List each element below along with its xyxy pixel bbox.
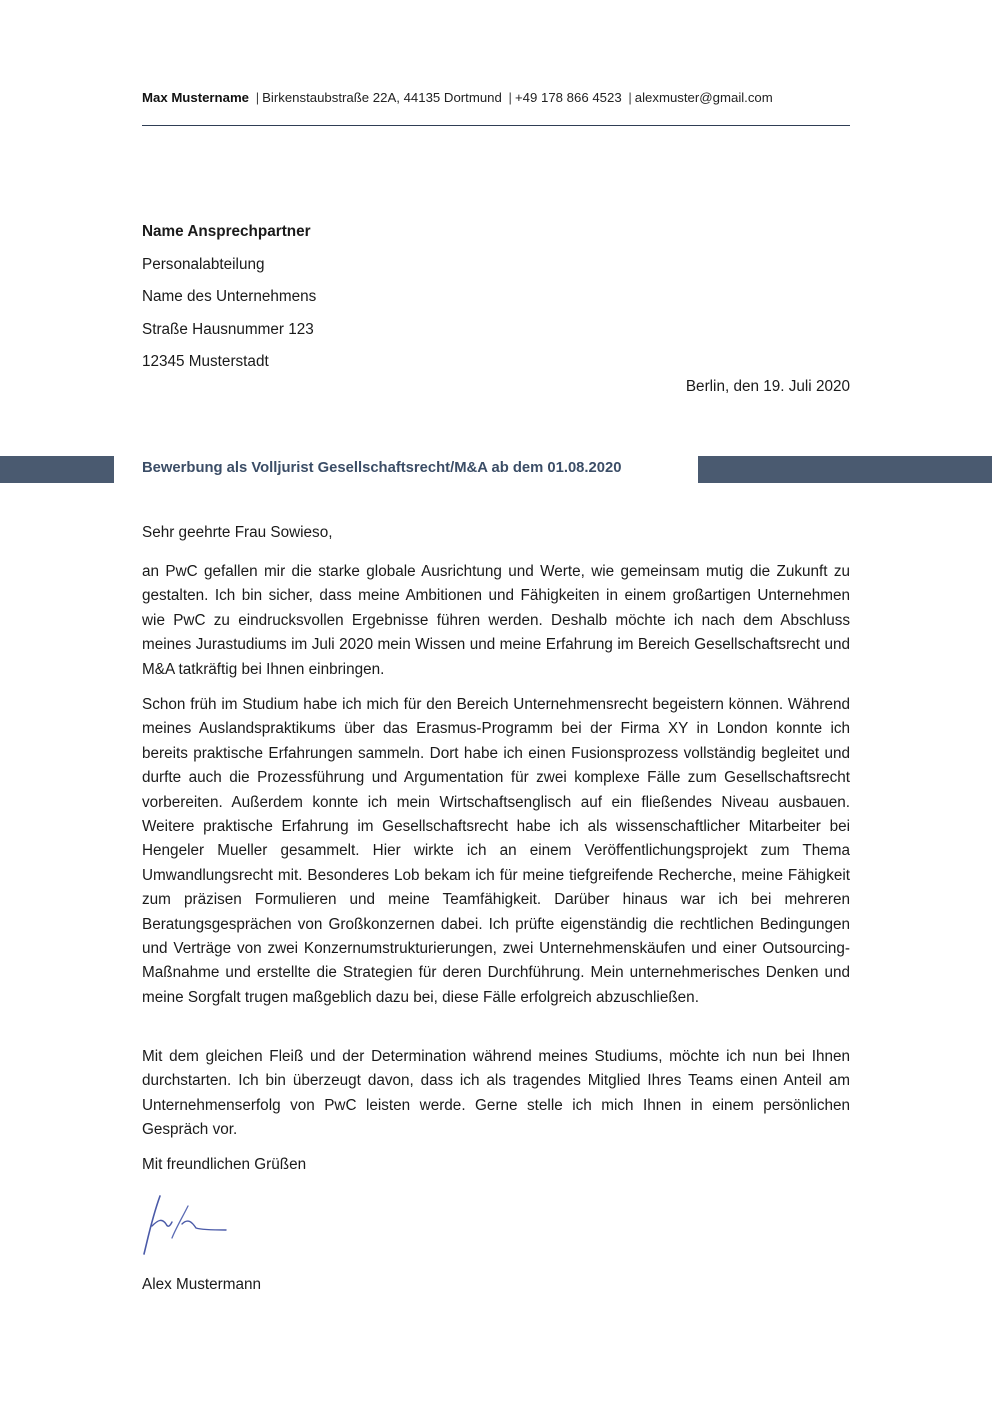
subject-accent-bar-right <box>698 456 992 483</box>
signature-icon <box>140 1188 240 1260</box>
body-paragraph: Mit dem gleichen Fleiß und der Determination während meines Studiums, möchte ich nun bei Ihnen durchstarten. Ich bin überzeugt davon, dass ich als tragendes Mitglied Ihres Teams einen Anteil am Unternehmenserfolg von PwC leisten werde. Gerne stelle ich mich Ihnen in einem persönlichen Gespräch vor. <box>142 1048 850 1139</box>
separator: | <box>628 90 632 105</box>
recipient-city: 12345 Musterstadt <box>142 353 269 370</box>
sender-phone: +49 178 866 4523 <box>514 90 622 105</box>
separator: | <box>508 90 512 105</box>
header-divider <box>142 125 850 126</box>
signer-name: Alex Mustermann <box>142 1276 262 1293</box>
body-paragraph: Schon früh im Studium habe ich mich für den Bereich Unternehmensrecht begeistern können. Während meines Auslandspraktikums über das Erasmus-Programm bei der Firma XY in London konnte ich bereits praktische Erfahrungen sammeln. Dort habe ich einen Fusionsprozess vollständig begleitet und durfte auch die Prozessführung und Argumentation für zwei komplexe Fälle zum Gesellschaftsrecht vorbereiten. Außerdem konnte ich mein Wirtschaftsenglisch auf ein fließendes Niveau ausbauen. Weitere praktische Erfahrung im Gesellschaftsrecht habe ich als wissenschaftlicher Mitarbeiter bei Hengeler Mueller gesammelt. Hier wirkte ich an einem Veröffentlichungsprojekt zum Thema Umwandlungsrecht mit. Besonderes Lob bekam ich für meine tiefgreifende Recherche, meine Fähigkeit zum präzisen Formulieren und meine Teamfähigkeit. Darüber hinaus war ich bei mehreren Beratungsgesprächen von Großkonzernen dabei. Ich prüfte eigenständig die rechtlichen Bedingungen und Verträge von zwei Konzernumstrukturierungen, zwei Unternehmenskäufen und einer Outsourcing-Maßnahme und erstellte die Strategien für deren Durchführung. Mein unternehmerisches Denken und meine Sorgfalt trugen maßgeblich dazu bei, diese Fälle erfolgreich abzuschließen. <box>142 696 850 1006</box>
body-paragraph: an PwC gefallen mir die starke globale Ausrichtung und Werte, wie gemeinsam mutig die Zukunft zu gestalten. Ich bin sicher, dass meine Ambitionen und Fähigkeiten in einem großartigen Unternehmen wie PwC zu eindrucksvollen Ergebnisse führen werden. Deshalb möchte ich nach dem Abschluss meines Jurastudiums im Juli 2020 mein Wissen und meine Erfahrung im Bereich Gesellschaftsrecht und M&A tatkräftig bei Ihnen einbringen. <box>142 563 850 678</box>
sender-address: Birkenstaubstraße 22A, 44135 Dortmund <box>262 90 502 105</box>
sender-email: alexmuster@gmail.com <box>634 90 773 105</box>
recipient-street: Straße Hausnummer 123 <box>142 320 314 338</box>
separator: | <box>255 90 260 105</box>
salutation: Sehr geehrte Frau Sowieso, <box>142 524 333 541</box>
letter-date: Berlin, den 19. Juli 2020 <box>685 378 850 395</box>
sender-name: Max Mustername <box>142 90 250 105</box>
recipient-block <box>142 216 316 379</box>
recipient-department: Personalabteilung <box>142 255 265 273</box>
sender-header <box>142 90 850 105</box>
recipient-company: Name des Unternehmens <box>142 288 317 305</box>
subject-accent-bar-left <box>0 456 114 483</box>
recipient-name: Name Ansprechpartner <box>142 223 311 240</box>
subject-line: Bewerbung als Volljurist Gesellschaftsrecht/M&A ab dem 01.08.2020 <box>142 460 622 476</box>
closing: Mit freundlichen Grüßen <box>142 1156 307 1173</box>
